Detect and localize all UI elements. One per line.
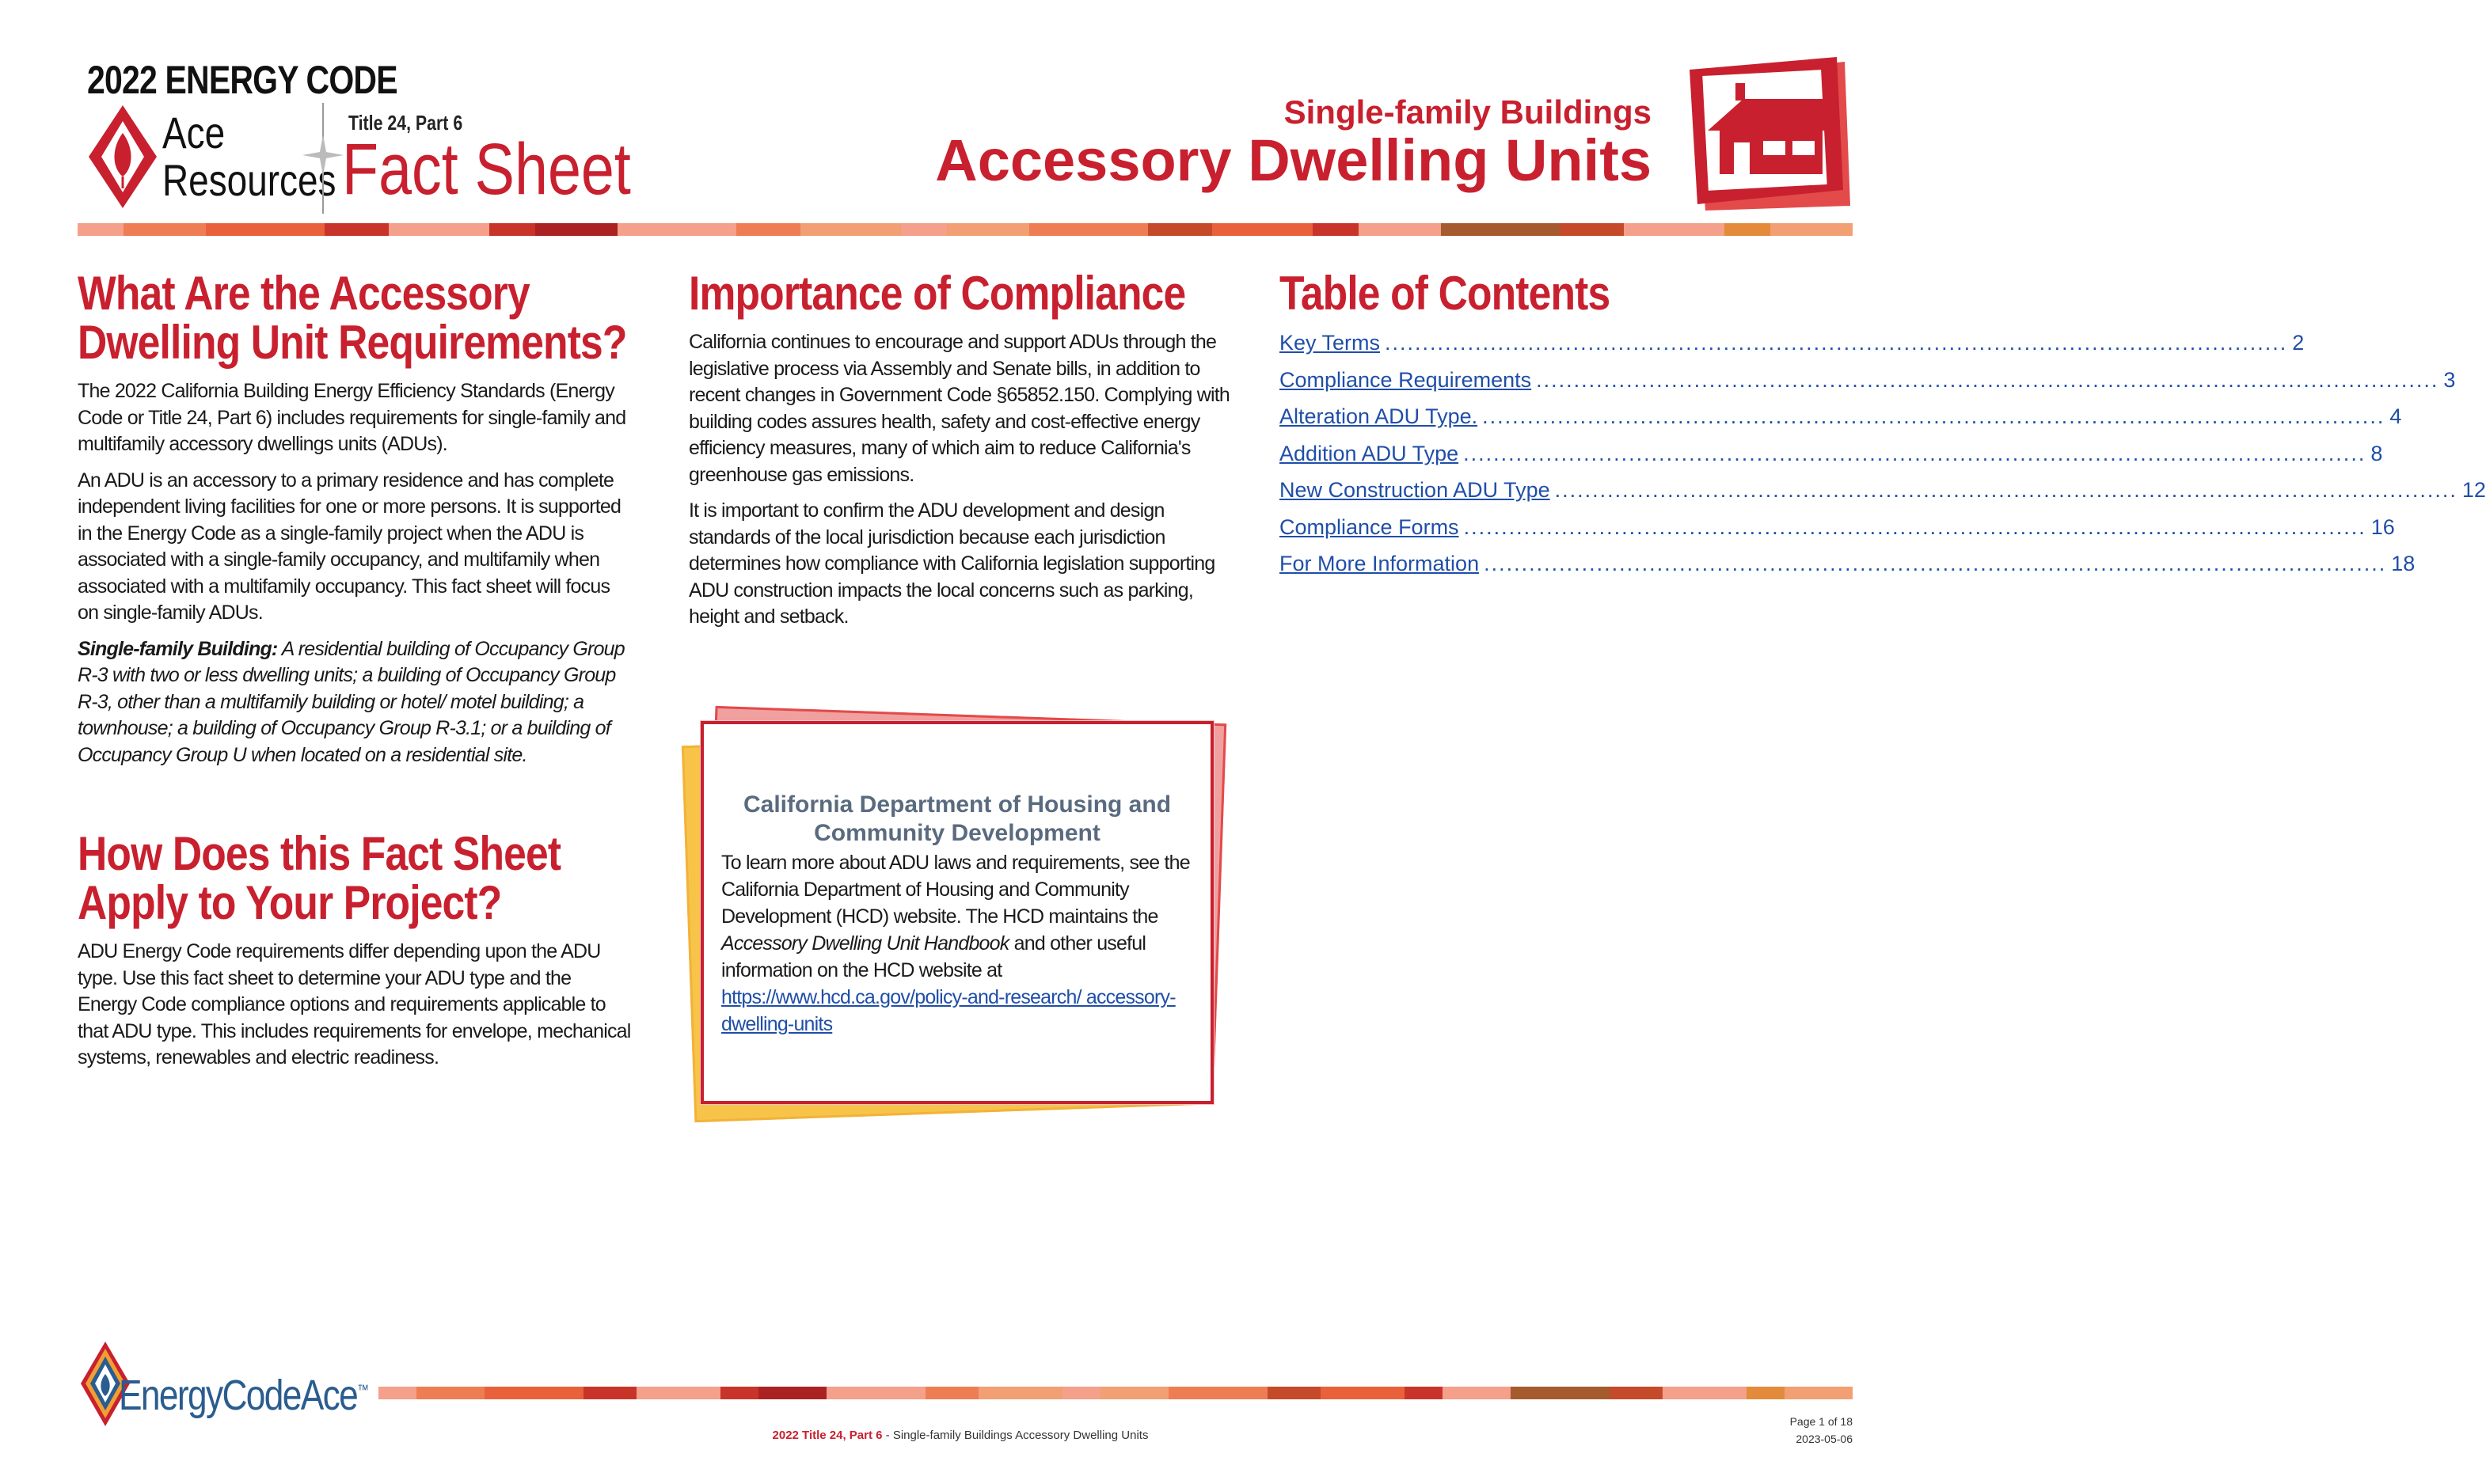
toc-item-page: 4 <box>2389 404 2402 428</box>
stripe-segment <box>1062 1387 1100 1399</box>
stripe-segment <box>489 223 535 236</box>
stripe-segment <box>1724 223 1770 236</box>
page-number <box>1790 1413 1853 1448</box>
stripe-segment <box>78 223 124 236</box>
stripe-segment <box>1313 223 1359 236</box>
toc-item-label[interactable]: Alteration ADU Type. <box>1279 404 1478 428</box>
toc-item-page: 2 <box>2292 331 2305 355</box>
footer-caption: 2022 Title 24, Part 6 - Single-family Buildings Accessory Dwelling Units <box>772 1429 1149 1442</box>
stripe-segment <box>1148 223 1212 236</box>
stripe-segment <box>901 223 947 236</box>
how-applies-paragraph: ADU Energy Code requirements differ depending upon the ADU type. Use this fact sheet to determine your ADU type and the Energy Code compliance options and requirements applicable to that ADU type. This includes requirements for envelope, mechanical systems, renewables and electric readiness. <box>78 940 631 1068</box>
toc-item-label[interactable]: Compliance Requirements <box>1279 367 1532 392</box>
stripe-segment <box>1610 1387 1663 1399</box>
how-applies-heading: How Does this Fact Sheet Apply to Your Project? <box>78 827 561 929</box>
toc-item-page: 3 <box>2443 367 2456 392</box>
toc-item[interactable] <box>1279 404 2402 442</box>
ace-diamond-logo <box>87 101 158 212</box>
stripe-segment <box>1663 1387 1747 1399</box>
how-applies-section <box>78 829 632 1081</box>
toc-item[interactable] <box>1279 552 2416 589</box>
requirements-text <box>78 378 632 769</box>
hcd-callout <box>677 708 1247 1120</box>
stripe-segment <box>124 223 206 236</box>
toc-item-label[interactable]: Key Terms <box>1279 331 1381 355</box>
toc-item-label[interactable]: New Construction ADU Type <box>1279 478 1550 502</box>
stripe-segment <box>1624 223 1724 236</box>
toc-list <box>1279 331 2486 589</box>
stripe-segment <box>583 1387 637 1399</box>
stripe-segment <box>1405 1387 1443 1399</box>
energy-code-label: 2022 ENERGY CODE <box>87 58 397 102</box>
stripe-segment <box>1169 1387 1268 1399</box>
callout-card <box>701 721 1214 1104</box>
stripe-segment <box>758 1387 827 1399</box>
hcd-title: California Department of Housing and Community Development <box>743 791 1172 846</box>
toc-leader-dots: ........................................................................................................................ <box>1536 367 2439 392</box>
stripe-segment <box>1029 223 1148 236</box>
toc-item-page: 8 <box>2370 441 2383 465</box>
stripe-segment <box>1747 1387 1785 1399</box>
stripe-segment <box>926 1387 979 1399</box>
toc-item-label[interactable]: For More Information <box>1279 552 1480 575</box>
compliance-paragraph-1: California continues to encourage and support ADUs through the legislative process via Assembly and Senate bills, in addition to recent changes in Government Code §65852.150. Complying with building codes assures health, safety and cost-effective energy efficiency measures, many of which aim to reduce California's greenhouse gas emissions. <box>689 331 1230 486</box>
stripe-segment <box>979 1387 1062 1399</box>
stripe-segment <box>1785 1387 1853 1399</box>
toc-item-page: 18 <box>2391 552 2416 575</box>
toc-item[interactable] <box>1279 331 2305 368</box>
stripe-segment <box>1212 223 1313 236</box>
stripe-segment <box>325 223 389 236</box>
stripe-segment <box>800 223 901 236</box>
definition-paragraph <box>78 636 632 769</box>
compliance-paragraph-2: It is important to confirm the ADU development and design standards of the local jurisdiction because each jurisdiction determines how compliance with California legislation supporting ADU construction impacts the local concerns such as parking, height and setback. <box>689 499 1215 628</box>
stripe-segment <box>389 223 489 236</box>
requirements-paragraph-2: An ADU is an accessory to a primary residence and has complete independent living facilities for one or more persons. It is supported in the Energy Code as a single-family project when the ADU is associated with a single-family occupancy, and multifamily when associated with a multifamily occupancy. This fact sheet will focus on single-family ADUs. <box>78 469 622 624</box>
hcd-handbook-title: Accessory Dwelling Unit Handbook <box>721 932 1009 955</box>
toc-heading: Table of Contents <box>1279 267 1610 320</box>
stripe-segment <box>206 223 325 236</box>
stripe-segment <box>947 223 1029 236</box>
header-divider <box>78 223 1853 236</box>
toc-leader-dots: ........................................................................................................................ <box>1482 404 2385 428</box>
energycodeace-wordmark: EnergyCodeAce™ <box>119 1372 368 1419</box>
page-date: 2023-05-06 <box>1796 1433 1853 1445</box>
stripe-segment <box>416 1387 485 1399</box>
stripe-segment <box>1770 223 1853 236</box>
stripe-segment <box>736 223 800 236</box>
stripe-segment <box>1359 223 1441 236</box>
definition-term: Single-family Building: <box>78 637 278 660</box>
toc-item-label[interactable]: Addition ADU Type <box>1279 441 1459 465</box>
toc-leader-dots: ........................................................................................................................ <box>1554 478 2457 502</box>
toc-item[interactable] <box>1279 367 2456 405</box>
stripe-segment <box>1321 1387 1405 1399</box>
resources-word: Resources <box>162 155 336 205</box>
stripe-segment <box>1268 1387 1321 1399</box>
toc-leader-dots: ........................................................................................................................ <box>1463 441 2366 465</box>
stripe-segment <box>1560 223 1624 236</box>
hcd-body <box>721 849 1204 1038</box>
hcd-website-link[interactable]: https://www.hcd.ca.gov/policy-and-research/ accessory-dwelling-units <box>721 986 1176 1035</box>
toc-item[interactable] <box>1279 441 2383 479</box>
table-of-contents <box>1279 267 2486 589</box>
footer-divider <box>378 1387 1853 1399</box>
stripe-segment <box>378 1387 416 1399</box>
page-count: Page 1 of 18 <box>1789 1415 1853 1428</box>
toc-item-page: 16 <box>2370 514 2395 539</box>
toc-item[interactable] <box>1279 514 2395 552</box>
toc-item-page: 12 <box>2461 478 2486 502</box>
compliance-heading: Importance of Compliance <box>689 267 1186 320</box>
definition-text: A residential building of Occupancy Group R-3 with two or less dwelling units; a building of Occupancy Group R-3, other than a multifamily building or hotel/ motel building; a townhouse; a building of Occupancy Group R-3.1; or a building of Occupancy Group U when located on a residential site. <box>78 637 625 766</box>
toc-leader-dots: ........................................................................................................................ <box>1484 552 2387 575</box>
stripe-segment <box>637 1387 720 1399</box>
stripe-segment <box>485 1387 583 1399</box>
title24-label: Title 24, Part 6 <box>348 111 463 135</box>
stripe-segment <box>827 1387 926 1399</box>
stripe-segment <box>618 223 736 236</box>
fact-sheet-title: Fact Sheet <box>342 129 631 210</box>
category-heading: Single-family Buildings <box>1283 93 1652 131</box>
stripe-segment <box>1100 1387 1169 1399</box>
page-title: Accessory Dwelling Units <box>935 127 1652 193</box>
toc-item[interactable] <box>1279 478 2486 515</box>
requirements-paragraph-1: The 2022 California Building Energy Efficiency Standards (Energy Code or Title 24, Part 6) includes requirements for single-family and multifamily accessory dwellings units (ADUs). <box>78 380 626 455</box>
hcd-body-text-end: and other useful information on the HCD website at <box>721 932 1146 981</box>
house-icon <box>1688 55 1854 212</box>
stripe-segment <box>1443 1387 1511 1399</box>
stripe-segment <box>720 1387 758 1399</box>
toc-leader-dots: ........................................................................................................................ <box>1385 331 2288 355</box>
requirements-column <box>78 269 632 778</box>
stripe-segment <box>1441 223 1560 236</box>
stripe-segment <box>1511 1387 1610 1399</box>
ace-word: Ace <box>162 108 226 158</box>
hcd-body-text: To learn more about ADU laws and requirements, see the California Department of Housing and Community Development (HCD) website. The HCD maintains the <box>721 852 1190 928</box>
toc-leader-dots: ........................................................................................................................ <box>1463 514 2366 539</box>
stripe-segment <box>535 223 618 236</box>
requirements-heading: What Are the Accessory Dwelling Unit Requirements? <box>78 267 627 369</box>
toc-item-label[interactable]: Compliance Forms <box>1279 514 1459 539</box>
compliance-column <box>689 269 1243 640</box>
sparkle-icon <box>299 103 347 214</box>
